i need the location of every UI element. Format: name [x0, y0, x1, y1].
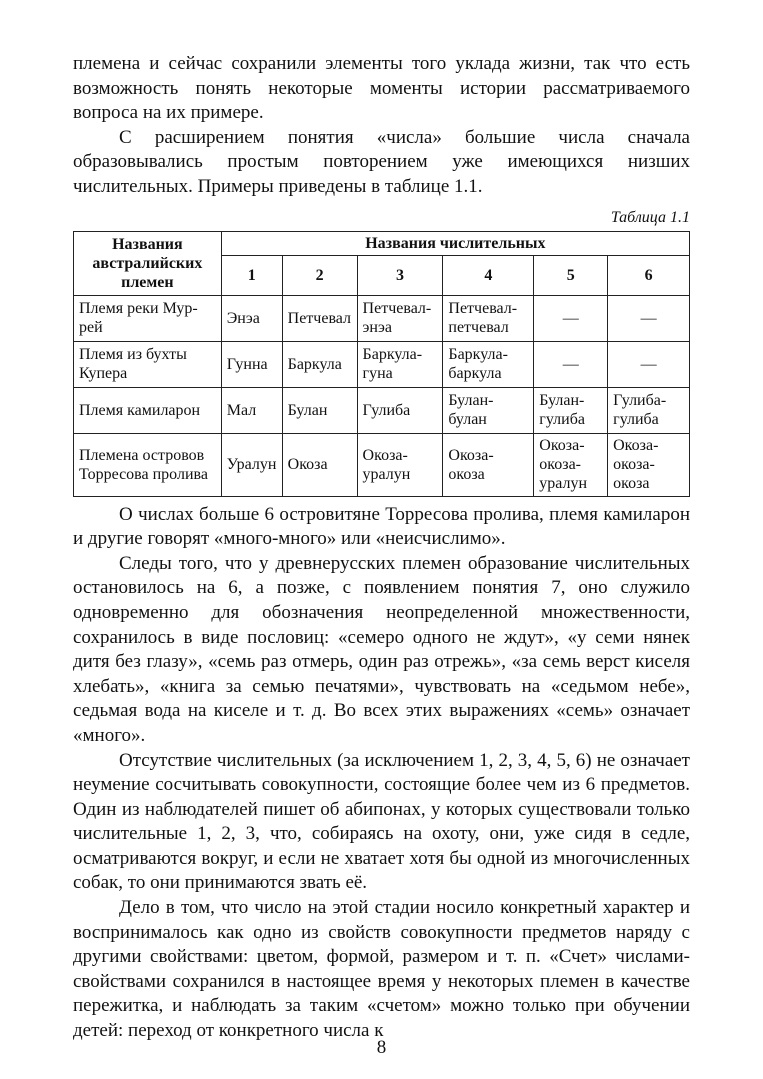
column-header: 4: [443, 255, 534, 295]
numeral-cell: Баркула-гуна: [357, 341, 443, 387]
table-row: [74, 295, 690, 341]
header-numerals: Названия числительных: [221, 231, 689, 255]
paragraph-counting: Отсутствие числительных (за исключением 1, 2, 3, 4, 5, 6) не означает неумение сосчитывать совокупности, состоящие более чем из 6 предметов. Один из наблюдателей пишет об абипонах, у которых существовали только числительные 1, 2, 3, что, собираясь на охоту, они, уже сидя в седле, осматриваются вокруг, и если не хватает хотя бы одной из многочисленных собак, то они принимаются звать её.: [73, 749, 690, 894]
numeral-cell: Окоза-окоза-окоза: [608, 433, 690, 496]
numeral-cell: —: [608, 295, 690, 341]
table-caption: Таблица 1.1: [610, 208, 690, 226]
numeral-cell: —: [534, 341, 608, 387]
paragraph-torres: О числах больше 6 островитяне Торресова пролива, племя камиларон и другие говорят «много-много» или «неисчислимо».: [73, 503, 690, 550]
numeral-cell: Окоза-окоза-уралун: [534, 433, 608, 496]
numeral-cell: Баркула: [282, 341, 357, 387]
numeral-cell: Окоза-уралун: [357, 433, 443, 496]
numeral-cell: Окоза: [282, 433, 357, 496]
column-header: 1: [221, 255, 282, 295]
numeral-cell: Петчевал-энэа: [357, 295, 443, 341]
numeral-cell: Петчевал-петчевал: [443, 295, 534, 341]
table-row: [74, 341, 690, 387]
column-header: 5: [534, 255, 608, 295]
numeral-cell: —: [608, 341, 690, 387]
numeral-cell: Петчевал: [282, 295, 357, 341]
column-header: 3: [357, 255, 443, 295]
column-header: 6: [608, 255, 690, 295]
tribe-cell: Племена островов Торресова пролива: [74, 433, 222, 496]
numeral-cell: Булан-булан: [443, 387, 534, 433]
numeral-cell: Окоза-окоза: [443, 433, 534, 496]
page-number: 8: [376, 1037, 387, 1058]
numeral-cell: —: [534, 295, 608, 341]
table-header-row: [74, 231, 690, 255]
numeral-cell: Гулиба: [357, 387, 443, 433]
paragraph-concrete-number: Дело в том, что число на этой стадии носило конкретный характер и воспринималось как одно из свойств совокупности предметов наряду с другими свойствами: цветом, формой, размером и т. п. «Счет» числами-свойствами сохранился в настоящее время у некоторых племен в качестве пережитка, и наблюдать за таким «счетом» можно только при обучении детей: переход от конкретного числа к: [73, 897, 690, 1042]
numeral-cell: Мал: [221, 387, 282, 433]
page-content: [73, 52, 690, 1044]
numeral-cell: Уралун: [221, 433, 282, 496]
numeral-cell: Энэа: [221, 295, 282, 341]
paragraph-expansion: С расширением понятия «числа» большие числа сначала образовывались простым повторением уже имеющихся низших числительных. Примеры приведены в таблице 1.1.: [73, 126, 690, 197]
column-header: 2: [282, 255, 357, 295]
table-row: [74, 387, 690, 433]
numeral-cell: Гулиба-гулиба: [608, 387, 690, 433]
numeral-cell: Гунна: [221, 341, 282, 387]
numeral-cell: Булан-гулиба: [534, 387, 608, 433]
tribe-cell: Племя камиларон: [74, 387, 222, 433]
paragraph-proverbs: Следы того, что у древнерусских племен образование числительных остановилось на 6, а позже, с появлением понятия 7, оно служило одновременно для обозначения неопределенной множественности, сохранилось в виде пословиц: «семеро одного не ждут», «у семи нянек дитя без глазу», «семь раз отмерь, один раз отрежь», «за семь верст киселя хлебать», «книга за семью печатями», чувствовать на «седьмом небе», седьмая вода на киселе и т. д. Во всех этих выражениях «семь» означает «много».: [73, 552, 690, 746]
tribe-cell: Племя из бухты Купера: [74, 341, 222, 387]
table-row: [74, 433, 690, 496]
tribe-cell: Племя реки Муррей: [74, 295, 222, 341]
numeral-cell: Булан: [282, 387, 357, 433]
numeral-cell: Баркула-баркула: [443, 341, 534, 387]
numerals-table: [73, 231, 690, 497]
header-tribes: Названия австралийских племен: [74, 231, 222, 295]
paragraph-intro: племена и сейчас сохранили элементы того уклада жизни, так что есть возможность понять некоторые моменты истории рассматриваемого вопроса на их примере.: [73, 53, 690, 124]
